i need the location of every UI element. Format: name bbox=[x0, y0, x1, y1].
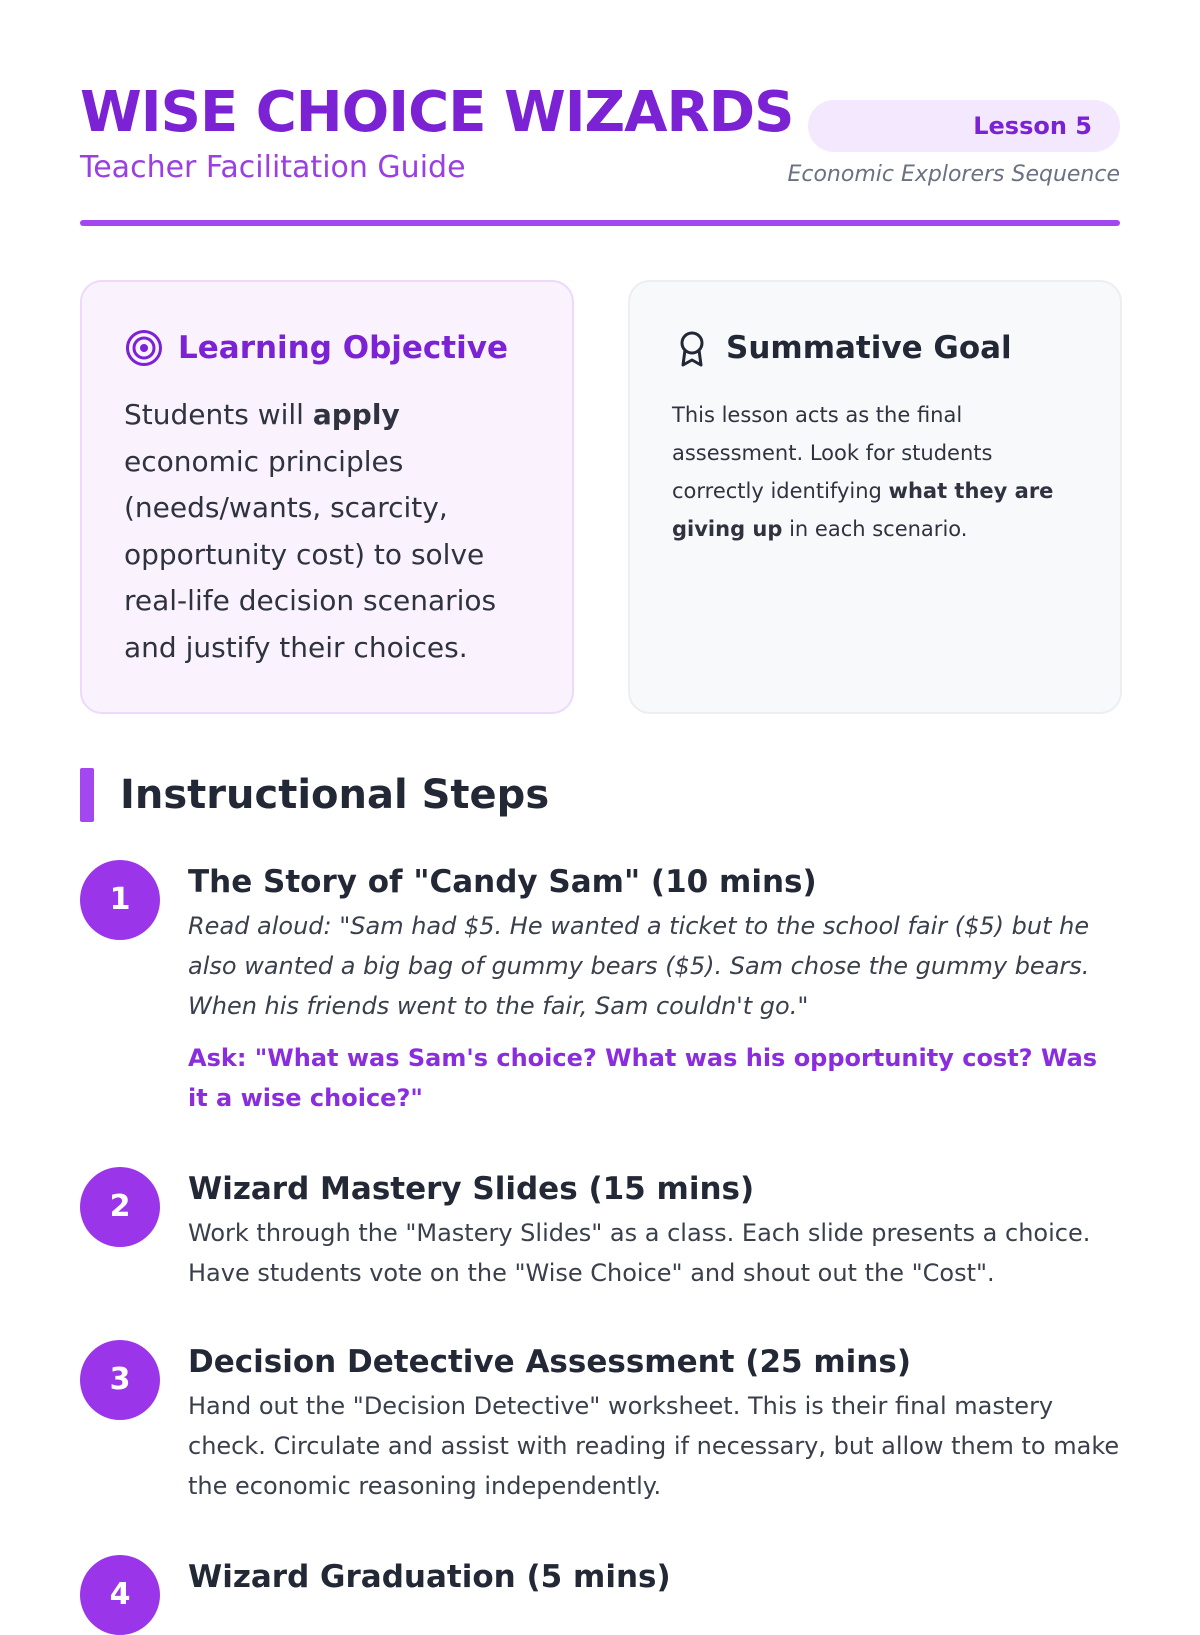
learning-objective-card bbox=[80, 280, 574, 714]
page-header bbox=[80, 80, 1120, 226]
learning-objective-header bbox=[124, 326, 530, 370]
step-title: The Story of "Candy Sam" (10 mins) bbox=[188, 864, 817, 900]
step-title: Wizard Mastery Slides (15 mins) bbox=[188, 1171, 755, 1207]
step-body bbox=[188, 1167, 1120, 1293]
learning-objective-title: Learning Objective bbox=[178, 330, 508, 366]
objective-text-part: economic principles (needs/wants, scarcity, opportunity cost) to solve real-life decision scenarios and justify their choices. bbox=[124, 444, 497, 664]
step-body bbox=[188, 860, 1120, 1118]
page-title: WISE CHOICE WIZARDS bbox=[80, 80, 794, 145]
step-number-badge: 1 bbox=[80, 860, 160, 940]
step-description: Work through the "Mastery Slides" as a class. Each slide presents a choice. Have students vote on the "Wise Choice" and shout out the "Cost". bbox=[188, 1219, 1091, 1287]
step-title: Wizard Graduation (5 mins) bbox=[188, 1559, 671, 1595]
sequence-label: Economic Explorers Sequence bbox=[787, 162, 1120, 187]
step-number-badge: 4 bbox=[80, 1555, 160, 1635]
step-number-badge: 2 bbox=[80, 1167, 160, 1247]
step-body bbox=[188, 1555, 1120, 1599]
step-ask-prompt: Ask: "What was Sam's choice? What was his opportunity cost? Was it a wise choice?" bbox=[188, 1044, 1098, 1112]
objective-text-part: Students will bbox=[124, 398, 313, 431]
target-icon bbox=[124, 328, 164, 368]
summative-goal-title: Summative Goal bbox=[726, 330, 1012, 366]
summative-goal-text bbox=[672, 396, 1078, 548]
award-ribbon-icon bbox=[672, 328, 712, 368]
goal-text-part: in each scenario. bbox=[782, 517, 968, 541]
step-body bbox=[188, 1340, 1120, 1506]
instructional-steps-header bbox=[80, 768, 1120, 822]
step-title: Decision Detective Assessment (25 mins) bbox=[188, 1344, 911, 1380]
section-accent-bar bbox=[80, 768, 94, 822]
goal-text-part: This lesson acts as the final assessment. Look for students correctly identifying bbox=[672, 403, 993, 503]
step-description: Hand out the "Decision Detective" worksheet. This is their final mastery check. Circulate and assist with reading if necessary, but allow them to make the economic reasoning independently. bbox=[188, 1392, 1120, 1500]
objective-text-emphasis: apply bbox=[312, 398, 400, 431]
summative-goal-card bbox=[628, 280, 1122, 714]
lesson-page bbox=[80, 0, 1120, 1612]
step-number-badge: 3 bbox=[80, 1340, 160, 1420]
summative-goal-header bbox=[672, 326, 1078, 370]
header-divider bbox=[80, 220, 1120, 226]
instructional-steps-title: Instructional Steps bbox=[120, 772, 550, 818]
goal-text-emphasis: what they are giving up bbox=[672, 479, 1054, 541]
step-description: Read aloud: "Sam had $5. He wanted a ticket to the school fair ($5) but he also wanted a big bag of gummy bears ($5). Sam chose the gummy bears. When his friends went to the fair, Sam couldn't go." bbox=[188, 912, 1090, 1020]
learning-objective-text bbox=[124, 392, 530, 671]
page-subtitle: Teacher Facilitation Guide bbox=[80, 150, 466, 185]
lesson-badge: Lesson 5 bbox=[808, 100, 1120, 152]
